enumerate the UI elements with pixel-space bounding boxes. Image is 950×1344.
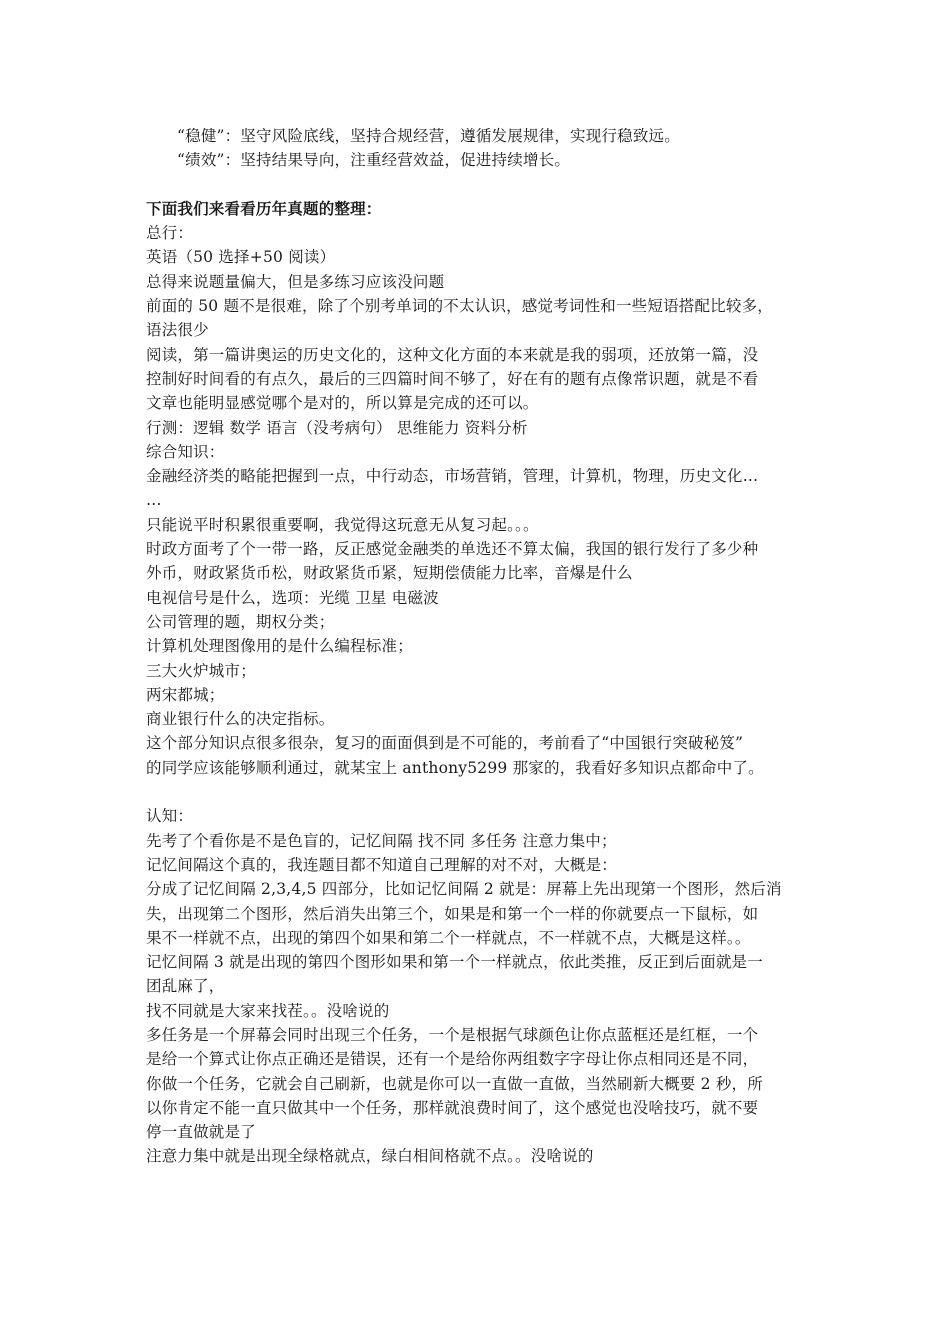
body-line: …: [146, 491, 162, 510]
body-line: 认知：: [146, 807, 194, 826]
body-line: 总行：: [146, 224, 194, 243]
body-line: 语法很少: [146, 321, 209, 340]
body-line: 先考了个看你是不是色盲的，记忆间隔 找不同 多任务 注意力集中；: [146, 831, 617, 850]
body-line: 三大火炉城市；: [146, 661, 256, 680]
body-line: 这个部分知识点很多很杂，复习的面面俱到是不可能的，考前看了“中国银行突破秘笈”: [146, 734, 744, 753]
body-line: 行测：逻辑 数学 语言（没考病句） 思维能力 资料分析: [146, 418, 528, 437]
body-line: 控制好时间看的有点久，最后的三四篇时间不够了，好在有的题有点像常识题，就是不看: [146, 369, 759, 388]
body-line: 的同学应该能够顺利通过，就某宝上 anthony5299 那家的，我看好多知识点都命中了。: [146, 758, 764, 777]
body-line: 英语（50 选择+50 阅读）: [146, 248, 336, 267]
body-line: 前面的 50 题不是很难，除了个别考单词的不太认识，感觉考词性和一些短语搭配比较多，: [146, 297, 773, 316]
body-line: 找不同就是大家来找茬。。没啥说的: [146, 1001, 390, 1020]
body-line: 商业银行什么的决定指标。: [146, 710, 335, 729]
body-line: 注意力集中就是出现全绿格就点，绿白相间格就不点。。没啥说的: [146, 1147, 594, 1166]
body-line: 公司管理的题，期权分类；: [146, 612, 335, 631]
body-line: 失，出现第二个图形，然后消失出第三个，如果是和第一个一样的你就要点一下鼠标，如: [146, 904, 759, 923]
body-line: 多任务是一个屏幕会同时出现三个任务，一个是根据气球颜色让你点蓝框还是红框，一个: [146, 1025, 759, 1044]
body-line: 计算机处理图像用的是什么编程标准；: [146, 637, 413, 656]
body-line: 停一直做就是了: [146, 1123, 256, 1142]
body-line: 以你肯定不能一直只做其中一个任务，那样就浪费时间了，这个感觉也没啥技巧，就不要: [146, 1098, 759, 1117]
body-line: 团乱麻了，: [146, 977, 225, 996]
body-line: 阅读，第一篇讲奥运的历史文化的，这种文化方面的本来就是我的弱项，还放第一篇，没: [146, 345, 759, 364]
body-line: 文章也能明显感觉哪个是对的，所以算是完成的还可以。: [146, 394, 539, 413]
body-text: [146, 221, 812, 1169]
body-line: 分成了记忆间隔 2,3,4,5 四部分，比如记忆间隔 2 就是：屏幕上先出现第一个图形，然后消: [146, 880, 782, 899]
body-line: 电视信号是什么，选项：光缆 卫星 电磁波: [146, 588, 439, 607]
body-line: 时政方面考了个一带一路，反正感觉金融类的单选还不算太偏，我国的银行发行了多少种: [146, 540, 759, 559]
spacer: [146, 780, 812, 804]
body-line: 是给一个算式让你点正确还是错误，还有一个是给你两组数字字母让你点相同还是不同，: [146, 1050, 759, 1069]
body-line: 记忆间隔这个真的，我连题目都不知道自己理解的对不对，大概是：: [146, 855, 618, 874]
body-line: 外币，财政紧货币松，财政紧货币紧，短期偿债能力比率，音爆是什么: [146, 564, 633, 583]
document-body: [146, 124, 812, 1169]
body-line: 总得来说题量偏大，但是多练习应该没问题: [146, 272, 445, 291]
body-line: 综合知识：: [146, 442, 225, 461]
body-line: 记忆间隔 3 就是出现的第四个图形如果和第一个一样就点，依此类推，反正到后面就是一: [146, 953, 763, 972]
section-heading: 下面我们来看看历年真题的整理：: [146, 198, 382, 218]
body-line: 只能说平时积累很重要啊，我觉得这玩意无从复习起。。。: [146, 515, 539, 534]
body-line: 金融经济类的略能把握到一点，中行动态，市场营销，管理，计算机，物理，历史文化…: [146, 467, 759, 486]
body-line: 你做一个任务，它就会自己刷新，也就是你可以一直做一直做，当然刷新大概要 2 秒，所: [146, 1074, 763, 1093]
intro-line-performance: “绩效”：坚持结果导向，注重经营效益，促进持续增长。: [177, 151, 571, 170]
spacer: [146, 173, 812, 197]
body-line: 果不一样就不点，出现的第四个如果和第二个一样就点，不一样就不点，大概是这样。。: [146, 928, 751, 947]
body-line: 两宋都城；: [146, 685, 225, 704]
intro-line-stable: “稳健”：坚守风险底线，坚持合规经营，遵循发展规律，实现行稳致远。: [177, 127, 680, 145]
